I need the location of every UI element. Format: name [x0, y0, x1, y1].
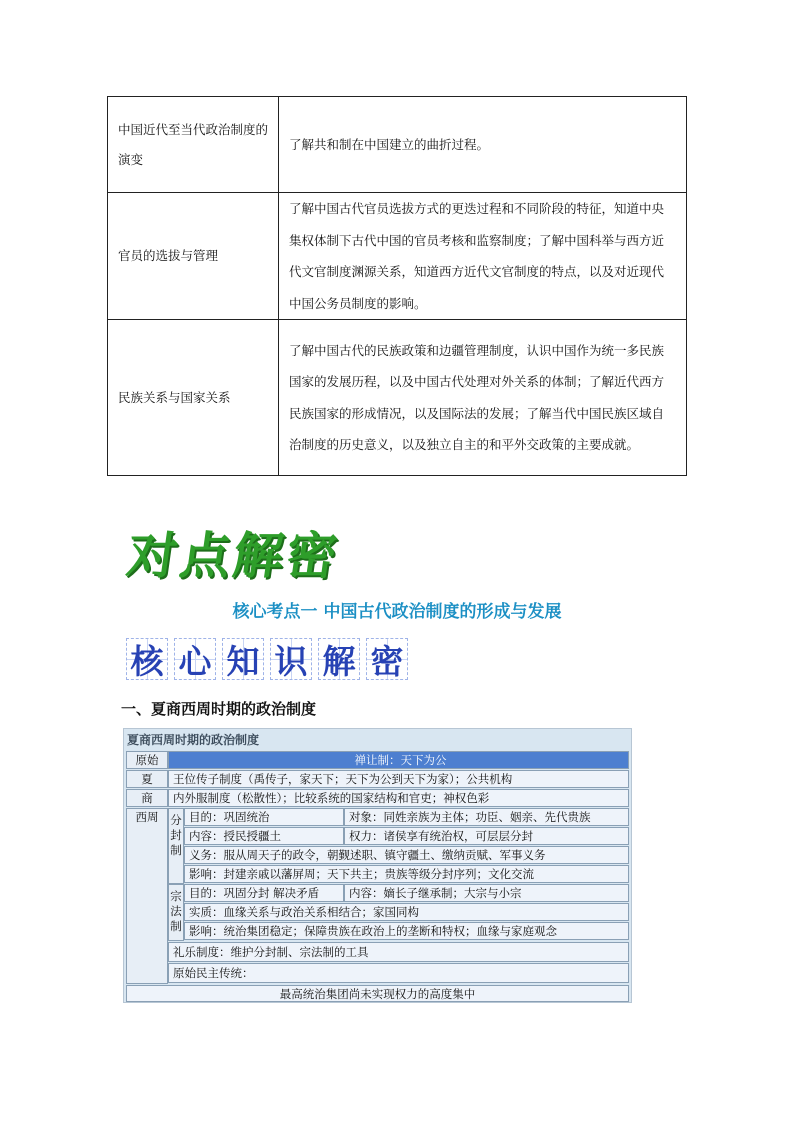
- fenfeng-purpose: 目的：巩固统治: [184, 808, 344, 826]
- period-label-shang: 商: [126, 789, 168, 807]
- zongfa-content: 内容：嫡长子继承制；大宗与小宗: [344, 884, 629, 902]
- core-point-title: 核心考点一 中国古代政治制度的形成与发展: [232, 602, 562, 622]
- fenfeng-effect: 影响：封建亲戚以藩屏周；天下共主；贵族等级分封序列；文化交流: [184, 865, 629, 883]
- fenfeng-power: 权力：诸侯享有统治权，可层层分封: [344, 827, 629, 845]
- knowledge-banner: [126, 638, 414, 680]
- knowledge-banner-char: 核: [126, 638, 168, 680]
- fenfeng-duty: 义务：服从周天子的政令，朝觐述职、镇守疆土、缴纳贡赋、军事义务: [184, 846, 629, 864]
- zongfa-purpose: 目的：巩固分封 解决矛盾: [184, 884, 344, 902]
- topic-cell: 官员的选拔与管理: [108, 193, 279, 320]
- period-label-xia: 夏: [126, 770, 168, 788]
- shang-row: 内外服制度（松散性）；比较系统的国家结构和官吏；神权色彩: [168, 789, 629, 807]
- zongfa-label: 宗法制: [168, 884, 184, 941]
- topic-cell: 民族关系与国家关系: [108, 320, 279, 476]
- diagram-footer: 最高统治集团尚未实现权力的高度集中: [126, 985, 629, 1002]
- syllabus-table: [107, 96, 687, 476]
- table-row: [108, 97, 687, 193]
- knowledge-banner-char: 解: [318, 638, 360, 680]
- knowledge-banner-char: 知: [222, 638, 264, 680]
- table-row: [108, 193, 687, 320]
- knowledge-banner-char: 心: [174, 638, 216, 680]
- topic-cell: 中国近代至当代政治制度的演变: [108, 97, 279, 193]
- fenfeng-content: 内容：授民授疆土: [184, 827, 344, 845]
- requirement-cell: 了解中国古代官员选拔方式的更迭过程和不同阶段的特征，知道中央集权体制下古代中国的官员考核和监察制度；了解中国科举与西方近代文官制度渊源关系，知道西方近代文官制度的特点，以及对近现代中国公务员制度的影响。: [279, 193, 687, 320]
- knowledge-banner-char: 密: [366, 638, 408, 680]
- knowledge-banner-char: 识: [270, 638, 312, 680]
- zongfa-effect: 影响：统治集团稳定；保障贵族在政治上的垄断和特权；血缘与家庭观念: [184, 922, 629, 940]
- requirement-cell: 了解共和制在中国建立的曲折过程。: [279, 97, 687, 193]
- yuanshi-row: 禅让制：天下为公: [168, 751, 629, 769]
- diagram-title: 夏商西周时期的政治制度: [127, 733, 260, 747]
- zongfa-essence: 实质：血缘关系与政治关系相结合；家国同构: [184, 903, 629, 921]
- table-row: [108, 320, 687, 476]
- requirement-cell: 了解中国古代的民族政策和边疆管理制度，认识中国作为统一多民族国家的发展历程，以及中国古代处理对外关系的体制；了解近代西方民族国家的形成情况，以及国际法的发展；了解当代中国民族区域自治制度的历史意义，以及独立自主的和平外交政策的主要成就。: [279, 320, 687, 476]
- minzhu-row: 原始民主传统：: [168, 963, 629, 983]
- period-label-xizhou: 西周: [126, 808, 168, 984]
- fenfeng-target: 对象：同姓亲族为主体；功臣、姻亲、先代贵族: [344, 808, 629, 826]
- xia-row: 王位传子制度（禹传子，家天下；天下为公到天下为家）；公共机构: [168, 770, 629, 788]
- period-label-yuanshi: 原始: [126, 751, 168, 769]
- fenfeng-label: 分封制: [168, 808, 184, 884]
- political-system-diagram: [123, 728, 632, 1003]
- section-banner: 对点解密: [123, 526, 344, 585]
- section-heading: 一、夏商西周时期的政治制度: [121, 700, 317, 718]
- liyue-row: 礼乐制度：维护分封制、宗法制的工具: [168, 942, 629, 962]
